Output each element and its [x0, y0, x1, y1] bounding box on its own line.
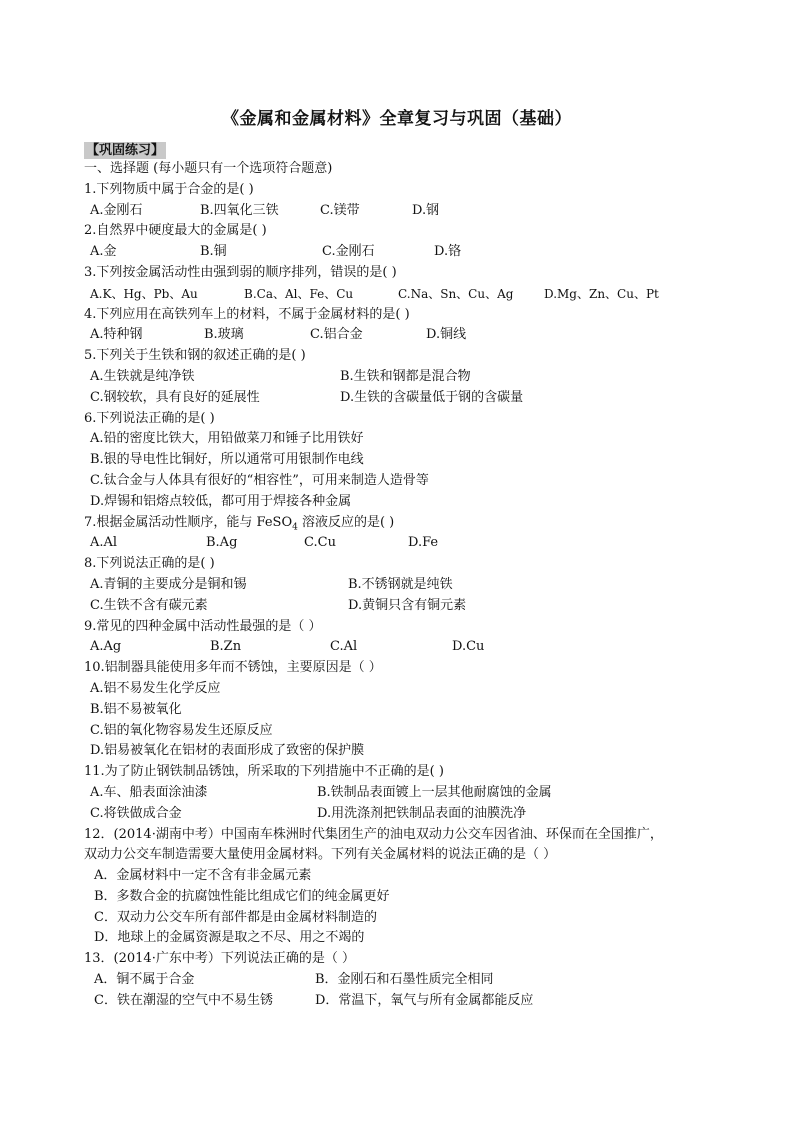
question-stem-continued: 双动力公交车制造需要大量使用金属材料。下列有关金属材料的说法正确的是（ ） [84, 847, 557, 863]
option-c: C.钛合金与人体具有很好的“相容性”，可用来制造人造骨等 [90, 472, 429, 488]
option-a: A.金 [90, 244, 117, 260]
option-row [84, 242, 724, 263]
option-row [84, 201, 724, 222]
option-b: B.铁制品表面镀上一层其他耐腐蚀的金属 [317, 784, 552, 800]
option-a: A.铅的密度比铁大，用铅做菜刀和锤子比用铁好 [90, 431, 364, 447]
option-a: A.K、Hg、Pb、Au [90, 286, 198, 301]
option-row [84, 284, 724, 305]
option-b: B．金刚石和石墨性质完全相同 [315, 972, 494, 988]
option-a: A．金属材料中一定不含有非金属元素 [94, 868, 312, 884]
question-stem: 11.为了防止钢铁制品锈蚀，所采取的下列措施中不正确的是( ) [84, 764, 444, 780]
option-a: A.青铜的主要成分是铜和锡 [90, 576, 247, 592]
option-c: C．双动力公交车所有部件都是由金属材料制造的 [94, 909, 377, 925]
option-row [84, 575, 724, 596]
option-b: B.铝不易被氧化 [90, 701, 182, 717]
option-a: A．铜不属于合金 [94, 972, 195, 988]
option-c: C.Na、Sn、Cu、Ag [398, 286, 514, 301]
question-stem [84, 513, 724, 534]
question-stem: 13．(2014·广东中考）下列说法正确的是（ ） [84, 951, 355, 967]
document-title: 《金属和金属材料》全章复习与巩固（基础） [222, 109, 572, 129]
option-c: C.Cu [304, 535, 336, 551]
question-stem: 2.自然界中硬度最大的金属是( ) [84, 223, 267, 239]
option-a: A.Al [90, 535, 118, 551]
option-row [84, 596, 724, 617]
question-stem: 4.下列应用在高铁列车上的材料，不属于金属材料的是( ) [84, 306, 410, 322]
option-b: B.不锈钢就是纯铁 [348, 576, 453, 592]
question-stem: 1.下列物质中属于合金的是( ) [84, 181, 254, 197]
option-d: D.Fe [408, 535, 439, 551]
option-row [84, 325, 724, 346]
question-stem: 3.下列按金属活动性由强到弱的顺序排列，错误的是( ) [84, 264, 397, 280]
option-b: B.Ag [206, 535, 238, 551]
option-c: C.将铁做成合金 [90, 805, 182, 821]
option-a: A.Ag [90, 639, 122, 655]
question-stem: 6.下列说法正确的是( ) [84, 410, 215, 426]
section-heading: 一、选择题 (每小题只有一个选项符合题意) [84, 161, 333, 176]
option-row [84, 367, 724, 388]
option-d: D.焊锡和铝熔点较低，都可用于焊接各种金属 [90, 493, 352, 509]
option-b: B.银的导电性比铜好，所以通常可用银制作电线 [90, 452, 364, 468]
option-b: B.Zn [210, 639, 242, 655]
stem-text: 7.根据金属活动性顺序，能与 FeSO [84, 514, 293, 530]
question-stem: 8.下列说法正确的是( ) [84, 556, 215, 572]
option-a: A.特种钢 [90, 327, 143, 343]
option-row [84, 388, 724, 409]
option-d: D.Mg、Zn、Cu、Pt [544, 286, 659, 301]
option-b: B.生铁和钢都是混合物 [340, 368, 471, 384]
option-row [84, 970, 724, 991]
section-tag: 【巩固练习】 [86, 143, 165, 158]
subscript: 4 [292, 522, 298, 533]
option-c: C．铁在潮湿的空气中不易生锈 [94, 992, 273, 1008]
option-d: D.铬 [434, 244, 462, 260]
option-d: D.钢 [412, 202, 440, 218]
question-stem: 12．(2014·湖南中考）中国南车株洲时代集团生产的油电双动力公交车因省油、环保而在全国推广， [84, 826, 663, 842]
question-stem: 9.常见的四种金属中活动性最强的是（ ） [84, 618, 322, 634]
option-d: D.铝易被氧化在铝材的表面形成了致密的保护膜 [90, 743, 365, 759]
option-d: D.用洗涤剂把铁制品表面的油膜洗净 [317, 805, 527, 821]
option-row [84, 637, 724, 658]
stem-text: 溶液反应的是( ) [297, 514, 395, 530]
option-b: B.玻璃 [204, 327, 244, 343]
option-d: D．常温下，氧气与所有金属都能反应 [315, 992, 534, 1008]
option-d: D．地球上的金属资源是取之不尽、用之不竭的 [94, 930, 365, 946]
option-d: D.铜线 [426, 327, 467, 343]
option-a: A.生铁就是纯净铁 [90, 368, 195, 384]
option-d: D.黄铜只含有铜元素 [348, 597, 467, 613]
option-a: A.车、船表面涂油漆 [90, 784, 208, 800]
option-d: D.生铁的含碳量低于钢的含碳量 [340, 389, 524, 405]
option-row [84, 783, 724, 804]
question-list [84, 159, 724, 1012]
option-b: B.Ca、Al、Fe、Cu [244, 286, 354, 301]
option-row [84, 991, 724, 1012]
option-c: C.生铁不含有碳元素 [90, 597, 208, 613]
option-a: A.金刚石 [90, 202, 143, 218]
option-c: C.钢较软，具有良好的延展性 [90, 389, 260, 405]
option-a: A.铝不易发生化学反应 [90, 680, 221, 696]
question-stem: 10.铝制器具能使用多年而不锈蚀，主要原因是（ ） [84, 660, 382, 676]
option-row [84, 533, 724, 554]
option-d: D.Cu [452, 639, 485, 655]
option-c: C.金刚石 [322, 244, 375, 260]
option-c: C.铝的氧化物容易发生还原反应 [90, 722, 273, 738]
option-c: C.铝合金 [310, 327, 363, 343]
option-c: C.镁带 [320, 202, 360, 218]
option-b: B.四氧化三铁 [200, 202, 279, 218]
option-c: C.Al [330, 639, 358, 655]
option-b: B．多数合金的抗腐蚀性能比组成它们的纯金属更好 [94, 888, 390, 904]
option-row [84, 804, 724, 825]
question-stem: 5.下列关于生铁和钢的叙述正确的是( ) [84, 348, 306, 364]
option-b: B.铜 [200, 244, 227, 260]
